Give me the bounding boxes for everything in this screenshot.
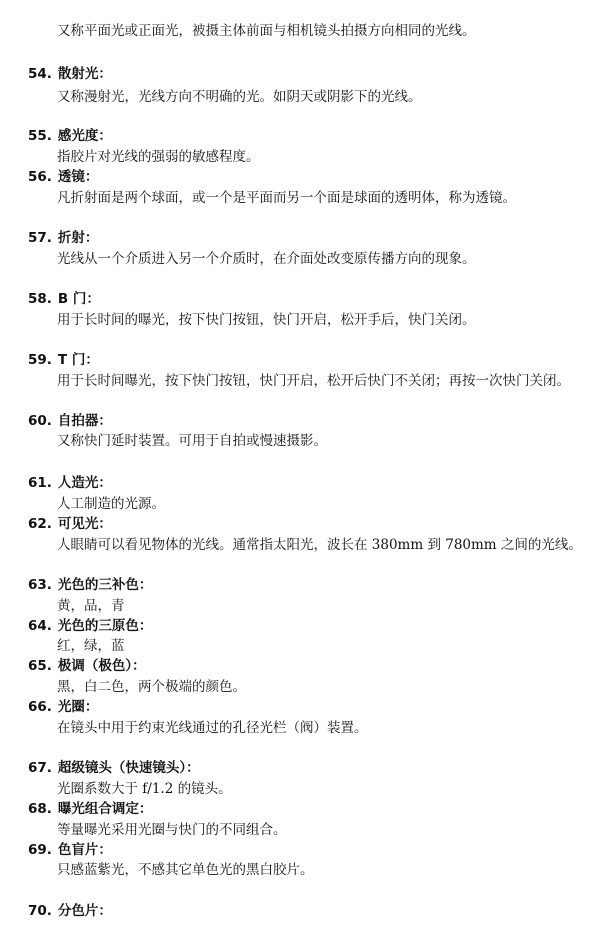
entry-term: B 门：: [57, 291, 100, 307]
entry-term: 光色的三原色：: [57, 618, 153, 634]
entry-number: 64.: [28, 618, 52, 634]
entry-number: 54.: [28, 66, 52, 82]
entry-term: 光色的三补色：: [57, 577, 153, 593]
definition-text: 黑，白二色，两个极端的颜色。: [57, 679, 246, 695]
entry-term: 极调（极色）：: [57, 658, 146, 674]
entry-number: 55.: [28, 128, 52, 144]
definition-text: 只感蓝紫光，不感其它单色光的黑白胶片。: [57, 862, 314, 878]
entry-heading: [28, 229, 98, 247]
entry-term: 色盲片：: [57, 842, 112, 858]
entry-number: 60.: [28, 413, 52, 429]
entry-number: 63.: [28, 577, 52, 593]
definition-text: 凡折射面是两个球面，或一个是平面而另一个面是球面的透明体，称为透镜。: [57, 190, 516, 206]
entry-heading: [28, 65, 112, 83]
definition-text: 人工制造的光源。: [57, 496, 165, 512]
entry-term: 分色片：: [57, 903, 112, 919]
definition-text: 用于长时间曝光，按下快门按钮，快门开启，松开后快门不关闭；再按一次快门关闭。: [57, 373, 570, 389]
entry-heading: [28, 127, 112, 145]
entry-heading: [28, 617, 152, 635]
definition-text: 红，绿，蓝: [57, 638, 125, 654]
entry-number: 58.: [28, 291, 52, 307]
definition-text: 用于长时间的曝光，按下快门按钮，快门开启，松开手后，快门关闭。: [57, 312, 476, 328]
entry-number: 66.: [28, 699, 52, 715]
definition-text: 在镜头中用于约束光线通过的孔径光栏（阀）装置。: [57, 720, 368, 736]
definition-text: 又称快门延时装置。可用于自拍或慢速摄影。: [57, 433, 327, 449]
definition-text: 又称漫射光，光线方向不明确的光。如阴天或阴影下的光线。: [57, 89, 422, 105]
definition-text: 指胶片对光线的强弱的敏感程度。: [57, 149, 260, 165]
entry-heading: [28, 576, 152, 594]
entry-heading: [28, 800, 152, 818]
entry-term: 超级镜头（快速镜头）：: [57, 760, 200, 776]
entry-number: 68.: [28, 801, 52, 817]
entry-heading: [28, 412, 112, 430]
entry-number: 70.: [28, 903, 52, 919]
entry-term: 感光度：: [57, 128, 112, 144]
entry-number: 59.: [28, 352, 52, 368]
entry-number: 57.: [28, 230, 52, 246]
entry-heading: [28, 698, 98, 716]
entry-term: T 门：: [57, 352, 99, 368]
definition-text: 光圈系数大于 f/1.2 的镜头。: [57, 781, 232, 797]
entry-term: 自拍器：: [57, 413, 112, 429]
definition-text: 又称平面光或正面光，被摄主体前面与相机镜头拍摄方向相同的光线。: [57, 23, 476, 39]
definition-text: 黄，品，青: [57, 598, 125, 614]
entry-term: 光圈：: [57, 699, 99, 715]
entry-heading: [28, 290, 100, 308]
definition-text: 光线从一个介质进入另一个介质时，在介面处改变原传播方向的现象。: [57, 251, 476, 267]
entry-heading: [28, 474, 112, 492]
entry-term: 人造光：: [57, 475, 112, 491]
entry-term: 折射：: [57, 230, 99, 246]
entry-heading: [28, 351, 99, 369]
entry-number: 56.: [28, 169, 52, 185]
definition-text: 人眼睛可以看见物体的光线。通常指太阳光，波长在 380mm 到 780mm 之间的光线。: [57, 537, 582, 553]
entry-heading: [28, 657, 146, 675]
entry-number: 61.: [28, 475, 52, 491]
entry-term: 透镜：: [57, 169, 99, 185]
entry-number: 69.: [28, 842, 52, 858]
entry-heading: [28, 168, 98, 186]
definition-text: 等量曝光采用光圈与快门的不同组合。: [57, 822, 287, 838]
entry-number: 67.: [28, 760, 52, 776]
entry-heading: [28, 759, 200, 777]
entry-heading: [28, 902, 112, 920]
entry-heading: [28, 515, 112, 533]
entry-term: 可见光：: [57, 516, 112, 532]
entry-number: 62.: [28, 516, 52, 532]
entry-heading: [28, 841, 112, 859]
entry-term: 曝光组合调定：: [57, 801, 153, 817]
entry-term: 散射光：: [57, 66, 112, 82]
entry-number: 65.: [28, 658, 52, 674]
